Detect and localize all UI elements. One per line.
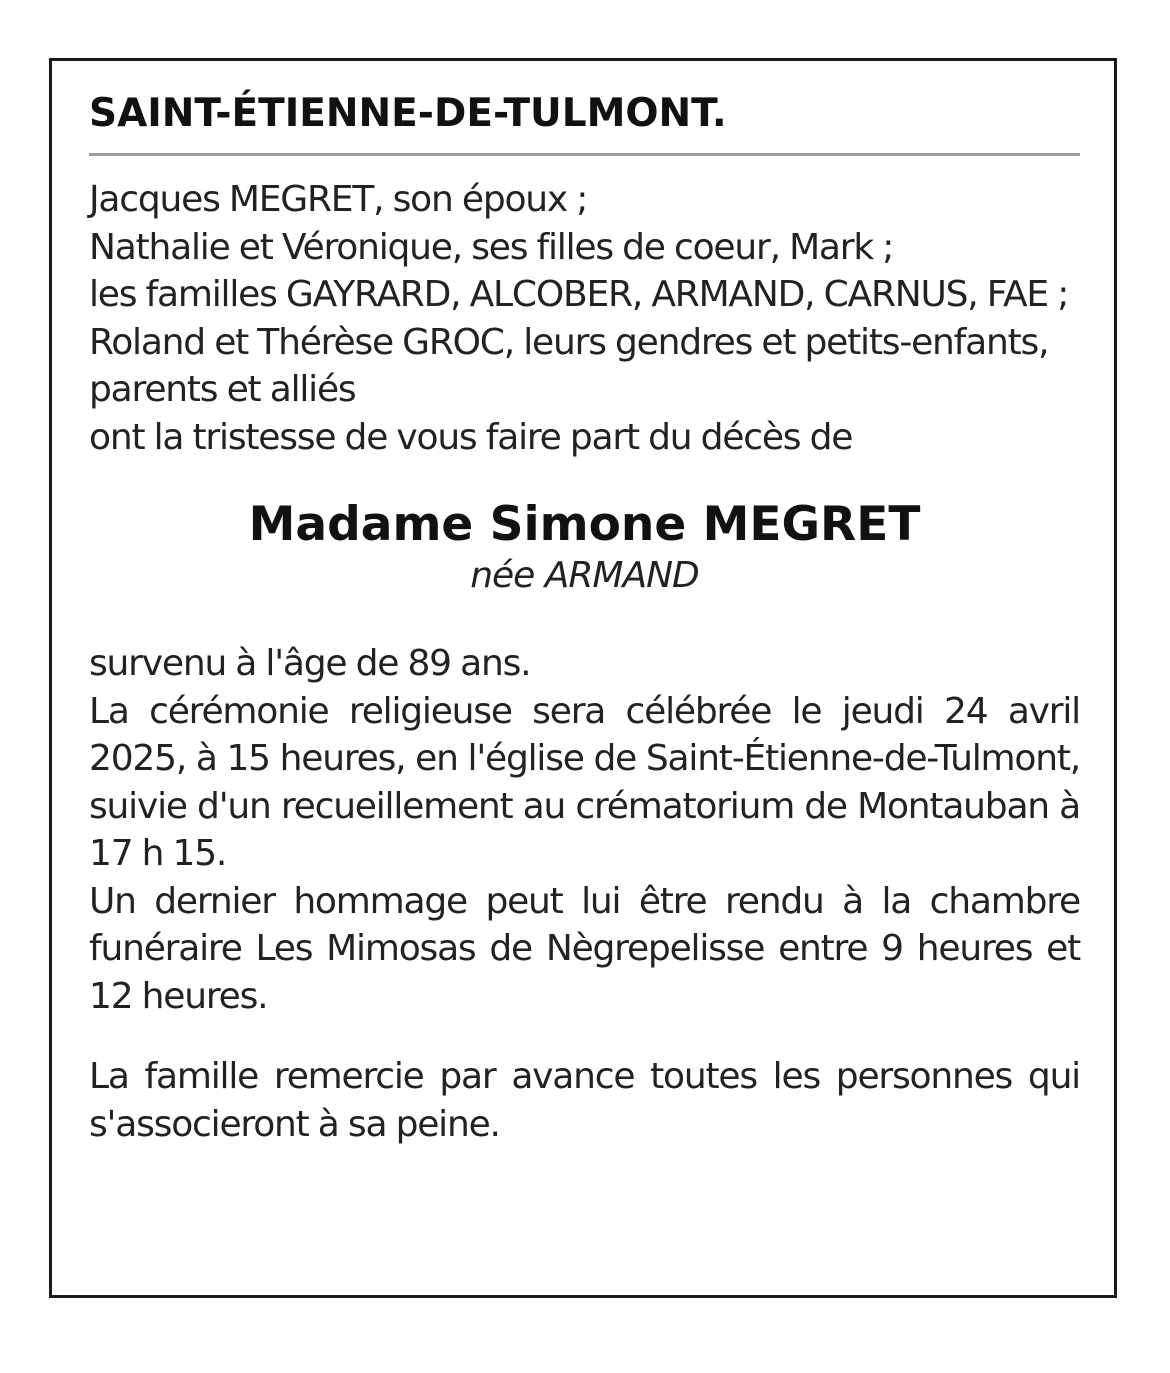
deceased-name: Madame Simone MEGRET (248, 497, 921, 552)
family-line-grandchildren: Roland et Thérèse GROC, leurs gendres et petits-enfants, (89, 321, 1049, 363)
family-announcement (89, 176, 1080, 461)
family-line-spouse: Jacques MEGRET, son époux ; (89, 179, 588, 220)
maiden-name: née ARMAND (470, 555, 699, 596)
age-line: survenu à l'âge de 89 ans. (89, 643, 531, 684)
notice-content (89, 61, 1080, 1148)
family-line-families: les familles GAYRARD, ALCOBER, ARMAND, CARNUS, FAE ; (89, 274, 1069, 315)
thanks-paragraph: La famille remercie par avance toutes les personnes qui s'associeront à sa peine. (89, 1056, 1080, 1145)
family-line-announcement: ont la tristesse de vous faire part du décès de (89, 416, 853, 458)
heading-divider (89, 153, 1080, 156)
family-line-daughters: Nathalie et Véronique, ses filles de coeur, Mark ; (89, 226, 894, 268)
obituary-notice (49, 58, 1117, 1298)
deceased-block (89, 497, 1080, 599)
ceremony-details (89, 640, 1080, 1020)
family-line-relatives: parents et alliés (89, 369, 356, 410)
ceremony-paragraph: La cérémonie religieuse sera célébrée le jeudi 24 avril 2025, à 15 heures, en l'église de Saint-Étienne-de-Tulmont, suivie d'un recueillement au crématorium de Montauban à 17 h 15. (89, 690, 1080, 874)
tribute-paragraph: Un dernier hommage peut lui être rendu à la chambre funéraire Les Mimosas de Nègrepelisse entre 9 heures et 12 heures. (89, 880, 1080, 1017)
town-heading: SAINT-ÉTIENNE-DE-TULMONT. (89, 91, 727, 136)
